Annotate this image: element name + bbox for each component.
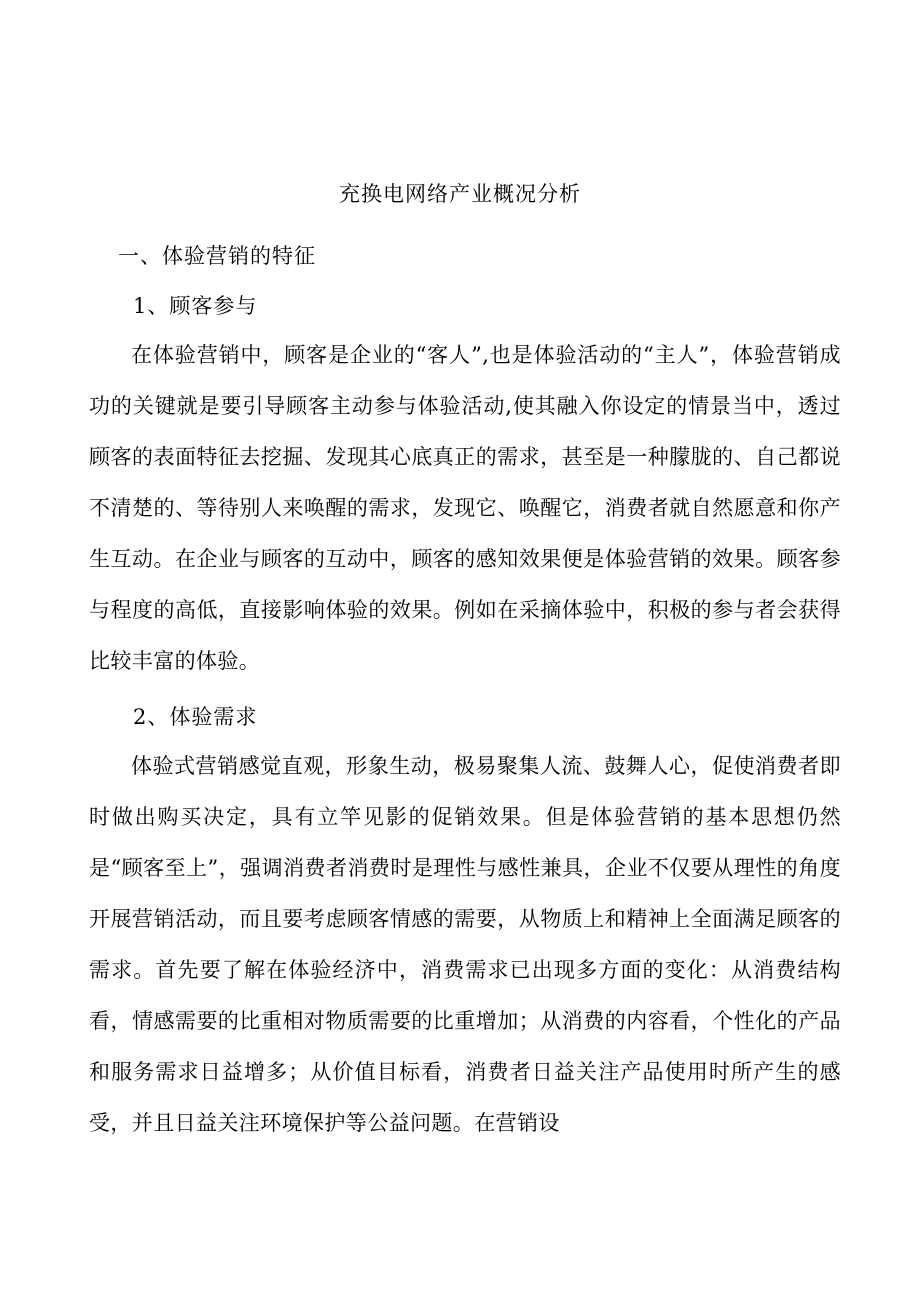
paragraph-experience-demand: 体验式营销感觉直观，形象生动，极易聚集人流、鼓舞人心，促使消费者即时做出购买决定，具有立竿见影的促销效果。但是体验营销的基本思想仍然是“顾客至上”，强调消费者消费时是理性与感性兼具，企业不仅要从理性的角度开展营销活动，而且要考虑顾客情感的需要，从物质上和精神上全面满足顾客的需求。首先要了解在体验经济中，消费需求已出现多方面的变化：从消费结构看，情感需要的比重相对物质需要的比重增加；从消费的内容看，个性化的产品和服务需求日益增多；从价值目标看，消费者日益关注产品使用时所产生的感受，并且日益关注环境保护等公益问题。在营销设 — [89, 754, 841, 1135]
subsection-heading-experience-demand: 2、体验需求 — [133, 705, 258, 729]
document-title: 充换电网络产业概况分析 — [339, 182, 581, 206]
subsection-heading-customer-participation: 1、顾客参与 — [133, 294, 258, 318]
section-heading-experience-marketing: 一、体验营销的特征 — [118, 244, 316, 268]
paragraph-customer-participation: 在体验营销中，顾客是企业的“客人”,也是体验活动的“主人”，体验营销成功的关键就是要引导顾客主动参与体验活动,使其融入你设定的情景当中，透过顾客的表面特征去挖掘、发现其心底真正的需求，甚至是一种朦胧的、自己都说不清楚的、等待别人来唤醒的需求，发现它、唤醒它，消费者就自然愿意和你产生互动。在企业与顾客的互动中，顾客的感知效果便是体验营销的效果。顾客参与程度的高低，直接影响体验的效果。例如在采摘体验中，积极的参与者会获得比较丰富的体验。 — [89, 343, 841, 673]
